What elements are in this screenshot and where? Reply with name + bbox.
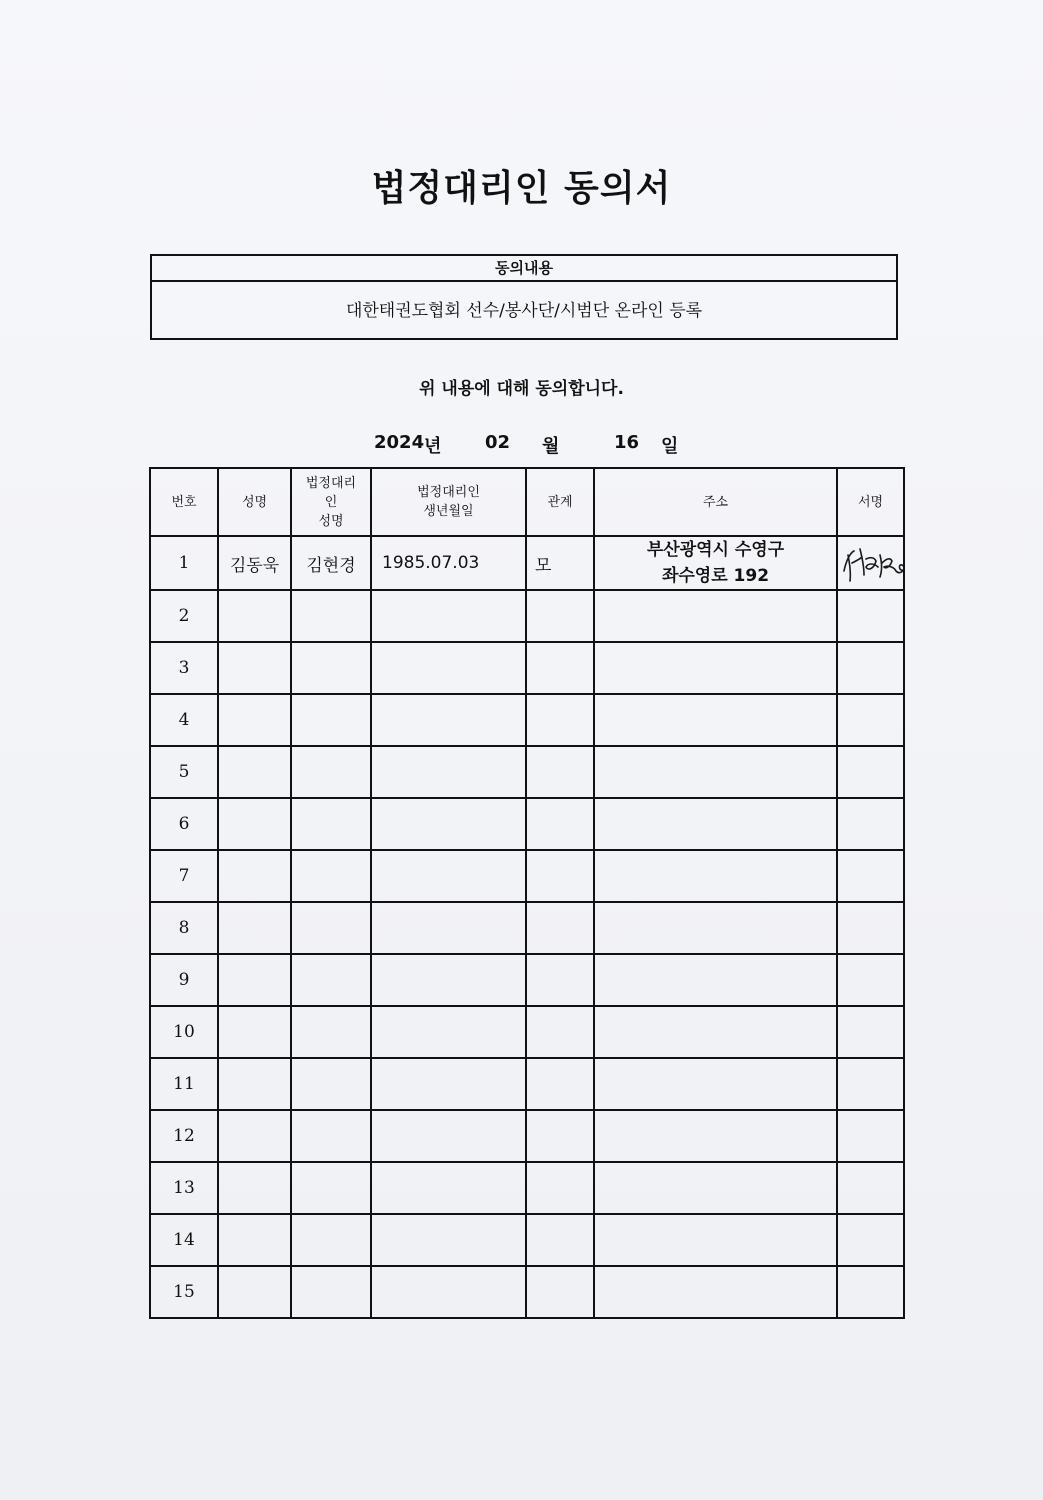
row-relation [526, 954, 594, 1006]
document-title: 법정대리인 동의서 [371, 168, 672, 209]
row-guardian-name [291, 954, 371, 1006]
row-address [594, 642, 837, 694]
table-row [150, 850, 904, 902]
table-row [150, 1162, 904, 1214]
row-name [218, 1266, 291, 1318]
date-year-unit: 년 [424, 436, 442, 457]
row-name [218, 954, 291, 1006]
row-address-line1: 부산광역시 수영구 [646, 540, 785, 560]
row-guardian-name [291, 1266, 371, 1318]
row-relation [526, 1058, 594, 1110]
row-number: 8 [150, 902, 218, 954]
row-guardian-birth [371, 1058, 526, 1110]
row-name: 김동욱 [218, 536, 291, 590]
row-signature [837, 954, 904, 1006]
table-row [150, 694, 904, 746]
row-relation [526, 1006, 594, 1058]
date-year: 2024 [374, 432, 425, 453]
row-guardian-birth [371, 1006, 526, 1058]
row-guardian-birth [371, 1110, 526, 1162]
row-guardian-name [291, 1162, 371, 1214]
row-number: 1 [150, 536, 218, 590]
row-relation [526, 798, 594, 850]
row-number: 4 [150, 694, 218, 746]
row-guardian-name [291, 1214, 371, 1266]
row-address [594, 1266, 837, 1318]
row-guardian-name [291, 850, 371, 902]
row-guardian-birth [371, 850, 526, 902]
row-signature [837, 746, 904, 798]
row-address [594, 902, 837, 954]
date-month-unit: 월 [542, 436, 560, 457]
row-relation [526, 590, 594, 642]
row-name [218, 1110, 291, 1162]
row-relation [526, 1214, 594, 1266]
row-guardian-name: 김현경 [291, 536, 371, 590]
table-row [150, 1058, 904, 1110]
header-guardian-name-line2: 인 [324, 494, 338, 510]
row-number: 11 [150, 1058, 218, 1110]
header-guardian-name [291, 468, 371, 536]
date-day: 16 [614, 432, 640, 453]
table-row [150, 902, 904, 954]
consent-content-text: 대한태권도협회 선수/봉사단/시범단 온라인 등록 [345, 301, 703, 321]
row-address [594, 850, 837, 902]
row-guardian-name [291, 1110, 371, 1162]
header-guardian-birth [371, 468, 526, 536]
header-guardian-birth-line2: 생년월일 [423, 504, 474, 519]
consent-roster-table [149, 467, 905, 1319]
row-guardian-birth [371, 642, 526, 694]
header-name: 성명 [218, 468, 291, 536]
row-name [218, 1162, 291, 1214]
header-number: 번호 [150, 468, 218, 536]
table-row [150, 590, 904, 642]
header-signature: 서명 [837, 468, 904, 536]
row-relation [526, 746, 594, 798]
table-row [150, 642, 904, 694]
header-guardian-name-line3: 성명 [318, 513, 344, 529]
row-relation [526, 850, 594, 902]
table-row [150, 798, 904, 850]
row-number: 3 [150, 642, 218, 694]
row-number: 13 [150, 1162, 218, 1214]
table-row [150, 1214, 904, 1266]
row-relation [526, 1162, 594, 1214]
row-signature [837, 850, 904, 902]
row-name [218, 1214, 291, 1266]
row-signature [837, 798, 904, 850]
row-address [594, 1058, 837, 1110]
row-signature [837, 694, 904, 746]
row-address [594, 536, 837, 590]
row-guardian-name [291, 1006, 371, 1058]
row-signature [837, 1110, 904, 1162]
row-signature [837, 1214, 904, 1266]
row-address [594, 1162, 837, 1214]
row-address [594, 954, 837, 1006]
table-header-row [150, 468, 904, 536]
row-guardian-name [291, 590, 371, 642]
consent-content-header: 동의내용 [152, 256, 896, 282]
row-address [594, 1006, 837, 1058]
row-name [218, 1006, 291, 1058]
row-number: 12 [150, 1110, 218, 1162]
header-guardian-name-line1: 법정대리 [305, 475, 357, 491]
row-guardian-name [291, 746, 371, 798]
row-guardian-name [291, 798, 371, 850]
row-guardian-name [291, 902, 371, 954]
row-relation [526, 642, 594, 694]
header-relation: 관계 [526, 468, 594, 536]
row-guardian-birth [371, 694, 526, 746]
row-name [218, 850, 291, 902]
row-guardian-birth: 1985.07.03 [371, 536, 526, 590]
table-row [150, 1110, 904, 1162]
row-guardian-birth [371, 1214, 526, 1266]
row-name [218, 1058, 291, 1110]
row-guardian-birth [371, 954, 526, 1006]
date-day-unit: 일 [661, 436, 679, 457]
row-signature [837, 536, 904, 590]
table-row [150, 954, 904, 1006]
row-signature [837, 1162, 904, 1214]
row-number: 9 [150, 954, 218, 1006]
row-signature [837, 1006, 904, 1058]
header-guardian-birth-line1: 법정대리인 [417, 485, 480, 500]
row-number: 14 [150, 1214, 218, 1266]
row-number: 15 [150, 1266, 218, 1318]
row-name [218, 746, 291, 798]
row-number: 10 [150, 1006, 218, 1058]
row-guardian-birth [371, 1266, 526, 1318]
table-row [150, 1266, 904, 1318]
row-relation: 모 [526, 536, 594, 590]
row-relation [526, 1110, 594, 1162]
row-relation [526, 1266, 594, 1318]
row-number: 7 [150, 850, 218, 902]
row-address [594, 746, 837, 798]
row-guardian-birth [371, 746, 526, 798]
table-row [150, 536, 904, 590]
row-number: 6 [150, 798, 218, 850]
row-guardian-birth [371, 798, 526, 850]
row-address [594, 694, 837, 746]
row-signature [837, 1266, 904, 1318]
row-guardian-birth [371, 1162, 526, 1214]
agreement-statement: 위 내용에 대해 동의합니다. [419, 379, 624, 399]
row-name [218, 642, 291, 694]
row-guardian-birth [371, 902, 526, 954]
row-name [218, 590, 291, 642]
row-name [218, 798, 291, 850]
row-address [594, 590, 837, 642]
row-signature [837, 1058, 904, 1110]
table-row [150, 746, 904, 798]
consent-content-box [150, 254, 898, 340]
row-relation [526, 694, 594, 746]
row-guardian-name [291, 642, 371, 694]
handwritten-signature [838, 541, 904, 585]
table-row [150, 1006, 904, 1058]
row-signature [837, 642, 904, 694]
row-guardian-name [291, 694, 371, 746]
row-name [218, 902, 291, 954]
row-guardian-name [291, 1058, 371, 1110]
row-name [218, 694, 291, 746]
row-signature [837, 902, 904, 954]
header-address: 주소 [594, 468, 837, 536]
row-address-line2: 좌수영로 192 [661, 566, 770, 586]
row-guardian-birth [371, 590, 526, 642]
row-number: 5 [150, 746, 218, 798]
row-address [594, 1110, 837, 1162]
row-relation [526, 902, 594, 954]
row-address [594, 798, 837, 850]
date-month: 02 [485, 432, 511, 453]
row-address [594, 1214, 837, 1266]
row-number: 2 [150, 590, 218, 642]
row-signature [837, 590, 904, 642]
